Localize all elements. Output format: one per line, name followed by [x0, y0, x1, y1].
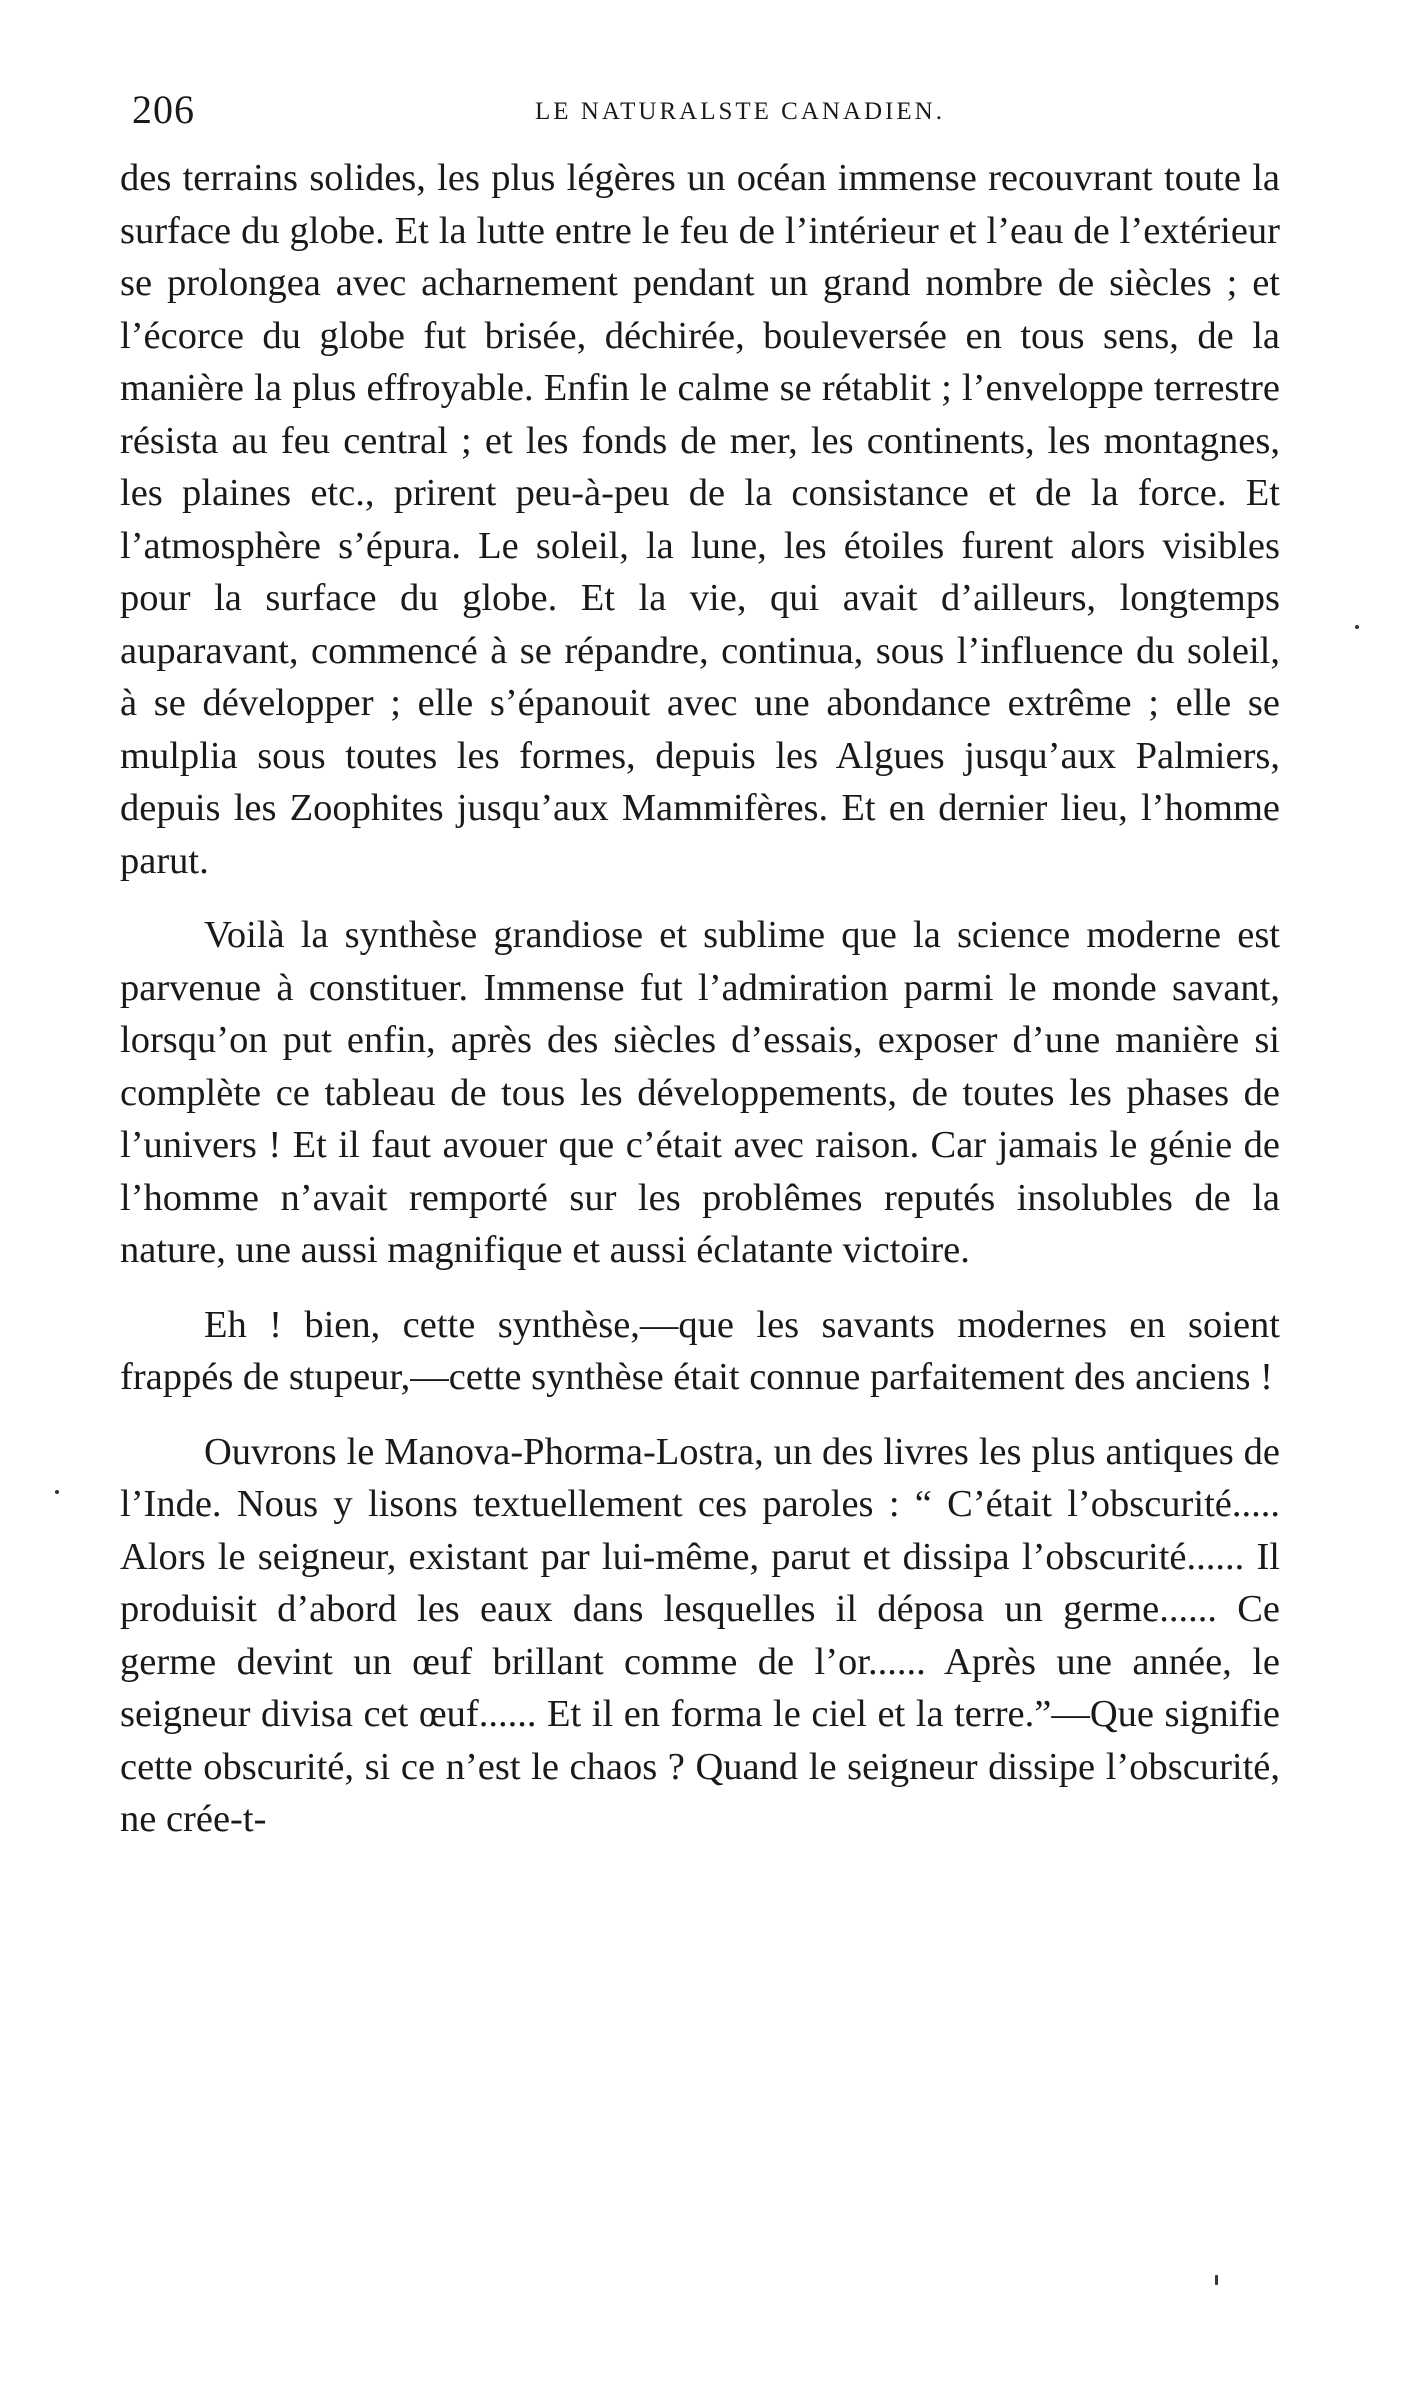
body-text	[120, 152, 1280, 1846]
paragraph-3: Eh ! bien, cette synthèse,—que les savants modernes en soient frappés de stupeur,—cette synthèse était connue parfaitement des anciens !	[120, 1303, 1280, 1398]
page	[120, 80, 1280, 1846]
print-speck	[1355, 625, 1359, 629]
paragraph-2: Voilà la synthèse grandiose et sublime que la science moderne est parvenue à constituer. Immense fut l’admiration parmi le monde savant, lorsqu’on put enfin, après des siècles d’essais, exposer d’une manière si complète ce tableau de tous les développements, de toutes les phases de l’univers ! Et il faut avouer que c’était avec raison. Car jamais le génie de l’homme n’avait remporté sur les problêmes reputés insolubles de la nature, une aussi magnifique et aussi éclatante victoire.	[120, 914, 1280, 1271]
running-title: LE NATURALSTE CANADIEN.	[535, 98, 945, 125]
print-speck	[1215, 2275, 1218, 2285]
paragraph-1: des terrains solides, les plus légères un océan immense recouvrant toute la surface du globe. Et la lutte entre le feu de l’intérieur et l’eau de l’extérieur se prolongea avec acharnement pendant un grand nombre de siècles ; et l’écorce du globe fut brisée, déchirée, bouleversée en tous sens, de la manière la plus effroyable. Enfin le calme se rétablit ; l’enveloppe terrestre résista au feu central ; et les fonds de mer, les continents, les montagnes, les plaines etc., prirent peu-à-peu de la consistance et de la force. Et l’atmosphère s’épura. Le soleil, la lune, les étoiles furent alors visibles pour la surface du globe. Et la vie, qui avait d’ailleurs, longtemps auparavant, commencé à se répandre, continua, sous l’influence du soleil, à se développer ; elle s’épanouit avec une abondance extrême ; elle se mulplia sous toutes les formes, depuis les Algues jusqu’aux Palmiers, depuis les Zoophites jusqu’aux Mammifères. Et en dernier lieu, l’homme parut.	[120, 157, 1280, 882]
page-number: 206	[132, 87, 195, 132]
paragraph-4: Ouvrons le Manova-Phorma-Lostra, un des livres les plus antiques de l’Inde. Nous y lisons textuellement ces paroles : “ C’était l’obscurité..... Alors le seigneur, existant par lui-même, parut et dissipa l’obscurité...... Il produisit d’abord les eaux dans lesquelles il déposa un germe...... Ce germe devint un œuf brillant comme de l’or...... Après une année, le seigneur divisa cet œuf...... Et il en forma le ciel et la terre.”—Que signifie cette obscurité, si ce n’est le chaos ? Quand le seigneur dissipe l’obscurité, ne crée-t-	[120, 1430, 1280, 1840]
page-header	[120, 80, 1280, 140]
print-speck	[55, 1490, 59, 1494]
